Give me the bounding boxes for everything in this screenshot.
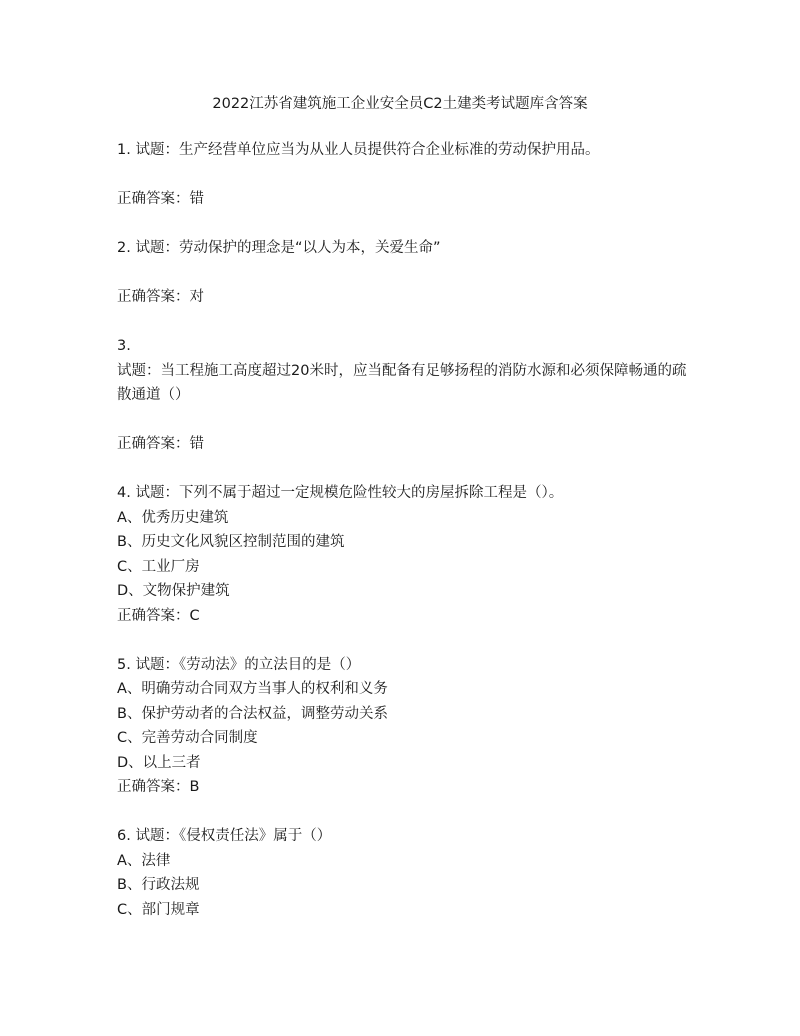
option-b: B、历史文化风貌区控制范围的建筑 (117, 534, 345, 550)
correct-answer: 正确答案：对 (117, 289, 204, 305)
spacer (117, 261, 707, 286)
option-d: D、以上三者 (117, 754, 201, 771)
option-c: C、完善劳动合同制度 (117, 730, 258, 746)
question-stem-continued: 散通道（） (117, 387, 190, 403)
spacer (117, 800, 707, 825)
correct-answer: 正确答案：错 (117, 436, 204, 452)
question-3 (117, 334, 707, 457)
option-b: B、行政法规 (117, 877, 200, 893)
question-1 (117, 138, 707, 212)
option-c: C、部门规章 (117, 901, 200, 918)
question-stem: 1. 试题：生产经营单位应当为从业人员提供符合企业标准的劳动保护用品。 (117, 142, 600, 158)
question-2 (117, 236, 707, 310)
option-a: A、明确劳动合同双方当事人的权利和义务 (117, 681, 388, 697)
question-stem: 4. 试题：下列不属于超过一定规模危险性较大的房屋拆除工程是（）。 (117, 485, 564, 501)
question-list (117, 138, 707, 922)
document-title: 2022江苏省建筑施工企业安全员C2土建类考试题库含答案 (212, 96, 588, 112)
question-stem: 试题：当工程施工高度超过20米时，应当配备有足够扬程的消防水源和必须保障畅通的疏 (117, 362, 687, 379)
question-6 (117, 824, 707, 922)
spacer (117, 212, 707, 237)
correct-answer: 正确答案：B (117, 779, 200, 795)
question-stem: 6. 试题：《侵权责任法》属于（） (117, 828, 332, 844)
correct-answer: 正确答案：C (117, 607, 200, 624)
spacer (117, 457, 707, 482)
option-a: A、法律 (117, 852, 171, 869)
question-4 (117, 481, 707, 628)
option-a: A、优秀历史建筑 (117, 509, 229, 526)
question-stem: 2. 试题：劳动保护的理念是“以人为本，关爱生命” (117, 240, 441, 256)
spacer (117, 310, 707, 335)
spacer (117, 163, 707, 188)
option-c: C、工业厂房 (117, 558, 200, 575)
question-number: 3. (117, 338, 131, 354)
option-d: D、文物保护建筑 (117, 583, 230, 599)
spacer (117, 408, 707, 433)
correct-answer: 正确答案：错 (117, 191, 204, 207)
question-5 (117, 653, 707, 800)
option-b: B、保护劳动者的合法权益，调整劳动关系 (117, 705, 388, 722)
question-stem: 5. 试题：《劳动法》的立法目的是（） (117, 656, 361, 673)
spacer (117, 628, 707, 653)
